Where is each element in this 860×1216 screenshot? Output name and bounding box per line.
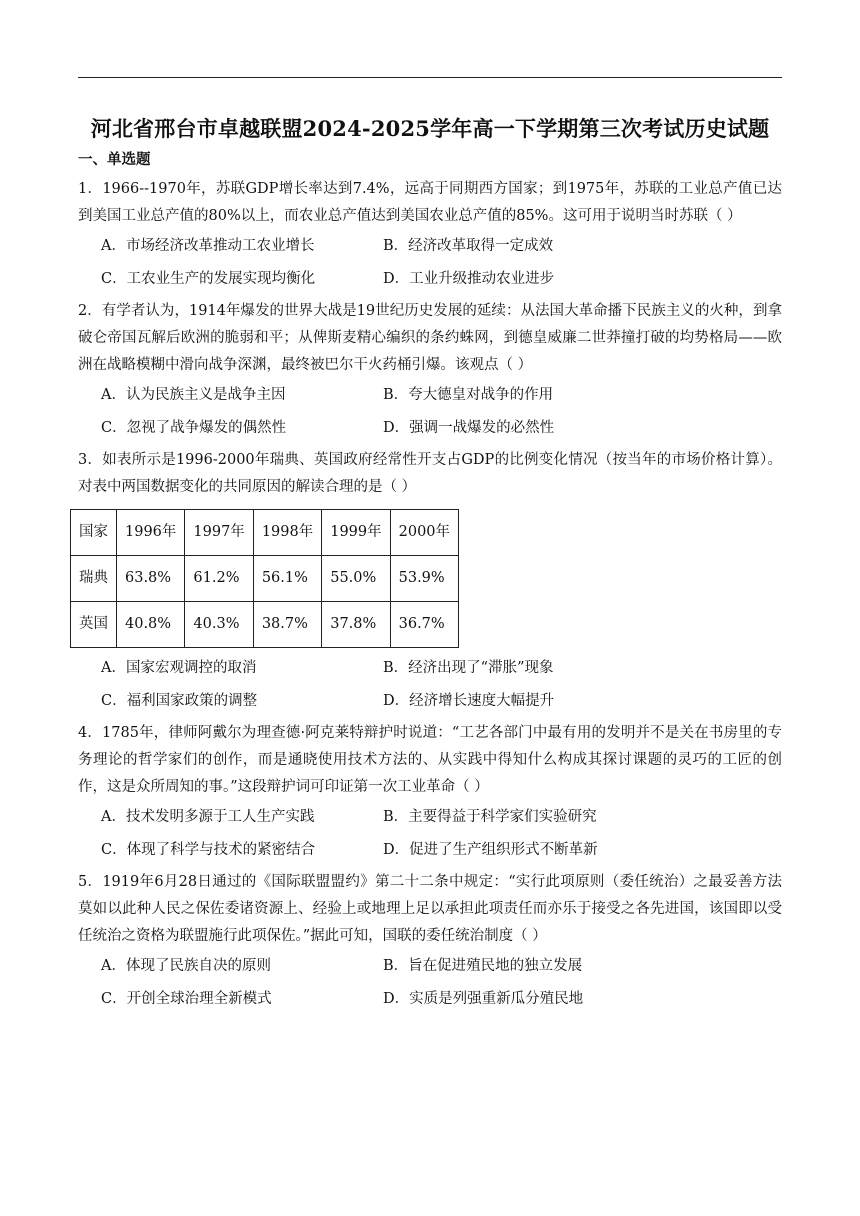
question-stem: 1．1966--1970年，苏联GDP增长率达到7.4%，远高于同期西方国家；到1975年，苏联的工业总产值已达到美国工业总产值的80%以上，而农业总产值达到美国农业总产值的85%。这可用于说明当时苏联（ ） bbox=[78, 181, 782, 224]
table-cell: 国家 bbox=[71, 510, 117, 556]
table-cell: 英国 bbox=[71, 602, 117, 648]
section-heading: 一、单选题 bbox=[78, 151, 151, 168]
table-cell: 53.9% bbox=[390, 556, 458, 602]
option-b: B．主要得益于科学家们实验研究 bbox=[383, 809, 597, 825]
option-a: A．技术发明多源于工人生产实践 bbox=[101, 809, 315, 825]
table-cell: 1999年 bbox=[322, 510, 390, 556]
option-a: A．认为民族主义是战争主因 bbox=[101, 387, 286, 403]
option-a: A．市场经济改革推动工农业增长 bbox=[101, 238, 315, 254]
document-title: 河北省邢台市卓越联盟2024-2025学年高一下学期第三次考试历史试题 bbox=[90, 116, 770, 141]
question-3 bbox=[78, 447, 782, 718]
data-table bbox=[70, 509, 459, 648]
option-c: C．忽视了战争爆发的偶然性 bbox=[101, 420, 287, 436]
table-cell: 40.3% bbox=[185, 602, 253, 648]
document-body bbox=[78, 150, 782, 1016]
table-cell: 37.8% bbox=[322, 602, 390, 648]
table-cell: 2000年 bbox=[390, 510, 458, 556]
option-a: A．体现了民族自决的原则 bbox=[101, 958, 271, 974]
options bbox=[101, 230, 782, 296]
table-cell: 1998年 bbox=[253, 510, 321, 556]
option-b: B．经济出现了“滞胀”现象 bbox=[383, 660, 554, 676]
question-2 bbox=[78, 298, 782, 445]
table-cell: 瑞典 bbox=[71, 556, 117, 602]
header-rule bbox=[78, 77, 782, 78]
table-cell: 40.8% bbox=[117, 602, 185, 648]
table-row bbox=[71, 602, 459, 648]
table-cell: 1997年 bbox=[185, 510, 253, 556]
table-cell: 61.2% bbox=[185, 556, 253, 602]
question-4 bbox=[78, 720, 782, 867]
option-d: D．促进了生产组织形式不断革新 bbox=[383, 842, 598, 858]
question-1 bbox=[78, 176, 782, 296]
option-d: D．经济增长速度大幅提升 bbox=[383, 693, 555, 709]
option-c: C．开创全球治理全新模式 bbox=[101, 991, 272, 1007]
options bbox=[101, 652, 782, 718]
options bbox=[101, 379, 782, 445]
question-stem: 2．有学者认为，1914年爆发的世界大战是19世纪历史发展的延续：从法国大革命播下民族主义的火种，到拿破仑帝国瓦解后欧洲的脆弱和平；从俾斯麦精心编织的条约蛛网，到德皇威廉二世莽撞打破的均势格局——欧洲在战略模糊中滑向战争深渊，最终被巴尔干火药桶引爆。该观点（ ） bbox=[78, 303, 782, 373]
options bbox=[101, 801, 782, 867]
option-d: D．实质是列强重新瓜分殖民地 bbox=[383, 991, 584, 1007]
option-c: C．体现了科学与技术的紧密结合 bbox=[101, 842, 316, 858]
table-header-row bbox=[71, 510, 459, 556]
table-cell: 55.0% bbox=[322, 556, 390, 602]
option-d: D．强调一战爆发的必然性 bbox=[383, 420, 555, 436]
question-stem: 3．如表所示是1996-2000年瑞典、英国政府经常性开支占GDP的比例变化情况（按当年的市场价格计算）。对表中两国数据变化的共同原因的解读合理的是（ ） bbox=[78, 452, 782, 495]
question-stem: 5．1919年6月28日通过的《国际联盟盟约》第二十二条中规定：“实行此项原则（委任统治）之最妥善方法莫如以此种人民之保佐委诸资源上、经验上或地理上足以承担此项责任而亦乐于接受之各先进国，该国即以受任统治之资格为联盟施行此项保佐。”据此可知，国联的委任统治制度（ ） bbox=[78, 874, 782, 944]
table-cell: 63.8% bbox=[117, 556, 185, 602]
options bbox=[101, 950, 782, 1016]
question-5 bbox=[78, 869, 782, 1016]
table-cell: 1996年 bbox=[117, 510, 185, 556]
option-d: D．工业升级推动农业进步 bbox=[383, 271, 555, 287]
table-cell: 36.7% bbox=[390, 602, 458, 648]
option-b: B．经济改革取得一定成效 bbox=[383, 238, 554, 254]
option-a: A．国家宏观调控的取消 bbox=[101, 660, 257, 676]
option-c: C．福利国家政策的调整 bbox=[101, 693, 258, 709]
option-b: B．夸大德皇对战争的作用 bbox=[383, 387, 554, 403]
option-b: B．旨在促进殖民地的独立发展 bbox=[383, 958, 583, 974]
option-c: C．工农业生产的发展实现均衡化 bbox=[101, 271, 316, 287]
table-row bbox=[71, 556, 459, 602]
table-cell: 38.7% bbox=[253, 602, 321, 648]
table-cell: 56.1% bbox=[253, 556, 321, 602]
question-stem: 4．1785年，律师阿戴尔为理查德·阿克莱特辩护时说道：“工艺各部门中最有用的发明并不是关在书房里的专务理论的哲学家们的创作，而是通晓使用技术方法的、从实践中得知什么构成其探讨课题的灵巧的工匠的创作，这是众所周知的事。”这段辩护词可印证第一次工业革命（ ） bbox=[78, 725, 782, 795]
